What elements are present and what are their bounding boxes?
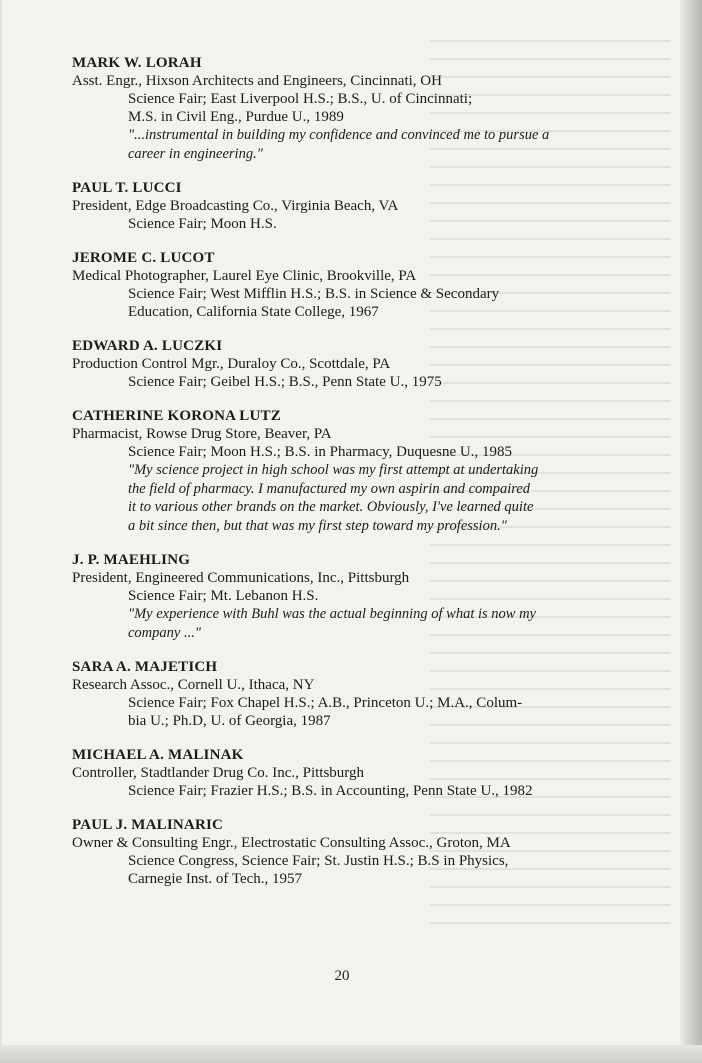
entry-position: President, Engineered Communications, Inc., Pittsburgh [72,570,410,586]
entry-detail-line: Science Fair; Mt. Lebanon H.S. [128,588,319,604]
entry-name: EDWARD A. LUCZKI [72,338,223,354]
alumni-entry [72,407,612,535]
directory-entries [72,54,612,904]
entry-detail-line: Science Fair; Fox Chapel H.S.; A.B., Princeton U.; M.A., Colum- [128,695,523,711]
entry-detail-line: bia U.; Ph.D, U. of Georgia, 1987 [128,713,331,729]
entry-name: JEROME C. LUCOT [72,250,215,266]
entry-position: Controller, Stadtlander Drug Co. Inc., Pittsburgh [72,765,365,781]
entry-quote [72,126,612,163]
entry-quote-line: "My science project in high school was my first attempt at undertaking [128,462,539,478]
entry-details [72,694,612,730]
entry-position: President, Edge Broadcasting Co., Virginia Beach, VA [72,198,399,214]
entry-position: Pharmacist, Rowse Drug Store, Beaver, PA [72,426,332,442]
entry-detail-line: Science Fair; Moon H.S. [128,216,277,232]
entry-details [72,782,612,800]
entry-detail-line: Science Fair; Geibel H.S.; B.S., Penn State U., 1975 [128,374,442,390]
alumni-entry [72,249,612,321]
entry-quote [72,605,612,642]
entry-name: SARA A. MAJETICH [72,659,218,675]
entry-details [72,852,612,888]
page-bottom-edge [0,1045,702,1063]
entry-details [72,587,612,605]
entry-detail-line: Science Fair; Frazier H.S.; B.S. in Accounting, Penn State U., 1982 [128,783,533,799]
entry-detail-line: Carnegie Inst. of Tech., 1957 [128,871,303,887]
entry-detail-line: M.S. in Civil Eng., Purdue U., 1989 [128,109,344,125]
entry-quote-line: "...instrumental in building my confidence and convinced me to pursue a [128,127,550,143]
entry-quote-line: "My experience with Buhl was the actual beginning of what is now my [128,606,536,622]
entry-position: Asst. Engr., Hixson Architects and Engineers, Cincinnati, OH [72,73,442,89]
entry-details [72,285,612,321]
entry-quote-line: company ..." [128,624,201,641]
entry-details [72,215,612,233]
entry-quote [72,461,612,535]
entry-detail-line: Science Fair; East Liverpool H.S.; B.S., U. of Cincinnati; [128,91,473,107]
entry-detail-line: Education, California State College, 1967 [128,304,379,320]
page-gutter-shadow [680,0,702,1063]
entry-name: CATHERINE KORONA LUTZ [72,408,281,424]
entry-detail-line: Science Congress, Science Fair; St. Justin H.S.; B.S in Physics, [128,853,509,869]
entry-quote-line: career in engineering." [128,145,263,162]
entry-name: MARK W. LORAH [72,55,202,71]
alumni-entry [72,179,612,233]
alumni-entry [72,54,612,163]
entry-name: MICHAEL A. MALINAK [72,747,244,763]
alumni-entry [72,816,612,888]
entry-position: Medical Photographer, Laurel Eye Clinic, Brookville, PA [72,268,417,284]
entry-detail-line: Science Fair; West Mifflin H.S.; B.S. in Science & Secondary [128,286,500,302]
entry-quote-line: it to various other brands on the market. Obviously, I've learned quite [128,499,534,515]
entry-quote-line: a bit since then, but that was my first step toward my profession." [128,517,507,534]
alumni-entry [72,658,612,730]
entry-position: Research Assoc., Cornell U., Ithaca, NY [72,677,315,693]
entry-details [72,443,612,461]
entry-name: PAUL T. LUCCI [72,180,182,196]
alumni-entry [72,551,612,642]
entry-name: PAUL J. MALINARIC [72,817,224,833]
entry-position: Owner & Consulting Engr., Electrostatic Consulting Assoc., Groton, MA [72,835,511,851]
entry-quote-line: the field of pharmacy. I manufactured my own aspirin and compaired [128,480,531,497]
alumni-entry [72,337,612,391]
alumni-entry [72,746,612,800]
entry-position: Production Control Mgr., Duraloy Co., Scottdale, PA [72,356,391,372]
entry-details [72,90,612,126]
page-number: 20 [334,968,350,984]
entry-name: J. P. MAEHLING [72,552,191,568]
entry-detail-line: Science Fair; Moon H.S.; B.S. in Pharmacy, Duquesne U., 1985 [128,444,512,460]
entry-details [72,373,612,391]
